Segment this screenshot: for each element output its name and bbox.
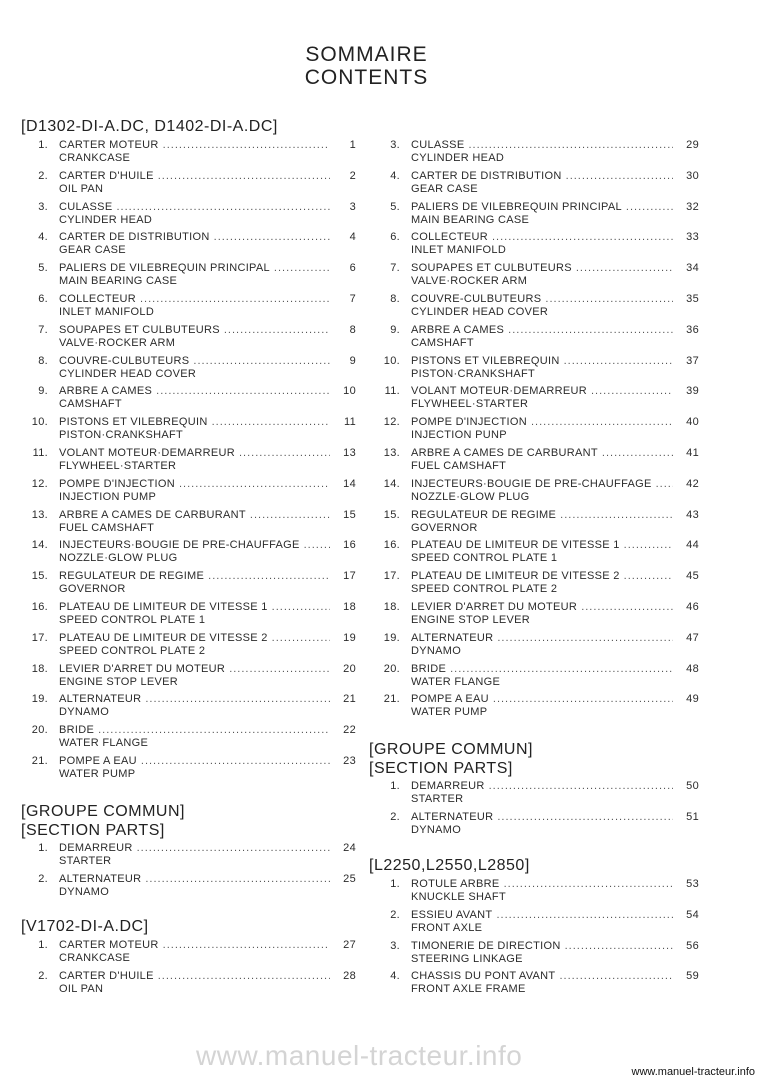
entry-page-number: 27 xyxy=(343,939,356,951)
entry-number: 13. xyxy=(383,447,400,459)
entry-title-fr-text: SOUPAPES ET CULBUTEURS xyxy=(411,262,572,274)
entry-number: 17. xyxy=(31,632,48,644)
section-title-section-parts-right: [SECTION PARTS] xyxy=(369,760,513,777)
entry-title-fr-text: DEMARREUR xyxy=(59,842,133,854)
entry-number: 14. xyxy=(31,539,48,551)
entry-page-number: 54 xyxy=(686,909,699,921)
entry-number: 20. xyxy=(31,724,48,736)
entry-title-fr-text: LEVIER D'ARRET DU MOTEUR xyxy=(411,601,578,613)
entry-title-fr-text: ARBRE A CAMES xyxy=(59,385,153,397)
entry-title-en: WATER FLANGE xyxy=(411,676,501,688)
toc-entry xyxy=(370,447,699,473)
entry-number: 7. xyxy=(390,262,400,274)
footer-url: www.manuel-tracteur.info xyxy=(631,1066,755,1078)
dot-leader xyxy=(497,811,673,823)
entry-page-number: 35 xyxy=(686,293,699,305)
entry-page-number: 25 xyxy=(343,873,356,885)
entry-title-fr-text: POMPE A EAU xyxy=(411,693,489,705)
entry-title-fr-text: DEMARREUR xyxy=(411,780,485,792)
toc-entry xyxy=(370,693,699,719)
entry-title-fr-text: ALTERNATEUR xyxy=(411,811,494,823)
toc-entry xyxy=(370,478,699,504)
entry-page-number: 7 xyxy=(349,293,356,305)
toc-entry xyxy=(370,970,699,996)
entry-page-number: 28 xyxy=(343,970,356,982)
dot-leader xyxy=(602,447,673,459)
toc-entry xyxy=(370,293,699,319)
entry-page-number: 9 xyxy=(349,355,356,367)
toc-entry xyxy=(370,170,699,196)
entry-page-number: 6 xyxy=(349,262,356,274)
dot-leader xyxy=(450,663,673,675)
entry-title-fr xyxy=(411,539,673,551)
entry-page-number: 41 xyxy=(686,447,699,459)
entry-number: 2. xyxy=(390,909,400,921)
entry-number: 17. xyxy=(383,570,400,582)
entry-page-number: 47 xyxy=(686,632,699,644)
entry-number: 3. xyxy=(38,201,48,213)
entry-title-fr-text: CARTER DE DISTRIBUTION xyxy=(411,170,562,182)
entry-title-fr xyxy=(411,693,673,705)
entry-page-number: 14 xyxy=(343,478,356,490)
dot-leader xyxy=(576,262,673,274)
entry-page-number: 17 xyxy=(343,570,356,582)
entry-number: 1. xyxy=(390,780,400,792)
entry-number: 15. xyxy=(31,570,48,582)
entry-number: 16. xyxy=(31,601,48,613)
entry-number: 5. xyxy=(38,262,48,274)
dot-leader xyxy=(656,478,673,490)
entry-title-en: ENGINE STOP LEVER xyxy=(59,676,179,688)
entry-title-fr xyxy=(411,385,673,397)
dot-leader xyxy=(496,909,673,921)
dot-leader xyxy=(624,570,673,582)
entry-number: 1. xyxy=(38,939,48,951)
toc-entry xyxy=(370,570,699,596)
entry-title-fr-text: ROTULE ARBRE xyxy=(411,878,500,890)
entry-title-fr-text: BRIDE xyxy=(59,724,95,736)
entry-page-number: 46 xyxy=(686,601,699,613)
entry-title-en: PISTON·CRANKSHAFT xyxy=(411,368,536,380)
section-title-d1302: [D1302-DI-A.DC, D1402-DI-A.DC] xyxy=(21,118,278,135)
dot-leader xyxy=(493,693,673,705)
entry-title-en: WATER PUMP xyxy=(59,768,136,780)
entry-title-en: FUEL CAMSHAFT xyxy=(411,460,507,472)
entry-number: 10. xyxy=(31,416,48,428)
entry-title-fr xyxy=(411,878,673,890)
dot-leader xyxy=(591,385,673,397)
dot-leader xyxy=(531,416,673,428)
entry-title-en: WATER FLANGE xyxy=(59,737,149,749)
entry-title-fr xyxy=(411,632,673,644)
toc-entry xyxy=(370,909,699,935)
entry-title-en: INJECTION PUMP xyxy=(59,491,157,503)
entry-title-fr-text: PLATEAU DE LIMITEUR DE VITESSE 2 xyxy=(59,632,268,644)
entry-number: 8. xyxy=(390,293,400,305)
watermark: www.manuel-tracteur.info xyxy=(196,1040,523,1071)
entry-title-fr-text: ESSIEU AVANT xyxy=(411,909,493,921)
entry-title-fr-text: PLATEAU DE LIMITEUR DE VITESSE 1 xyxy=(59,601,268,613)
entry-title-fr-text: BRIDE xyxy=(411,663,447,675)
entry-title-en: FLYWHEEL·STARTER xyxy=(411,398,529,410)
entry-number: 4. xyxy=(38,231,48,243)
entry-title-en: VALVE·ROCKER ARM xyxy=(411,275,528,287)
entry-title-en: DYNAMO xyxy=(59,706,110,718)
entry-title-fr-text: CARTER DE DISTRIBUTION xyxy=(59,231,210,243)
entry-title-fr-text: PALIERS DE VILEBREQUIN PRINCIPAL xyxy=(411,201,622,213)
entry-number: 20. xyxy=(383,663,400,675)
entry-title-fr-text: COLLECTEUR xyxy=(411,231,488,243)
entry-page-number: 1 xyxy=(349,139,356,151)
entry-title-fr xyxy=(411,447,673,459)
entry-title-en: CYLINDER HEAD xyxy=(59,214,153,226)
entry-title-en: DYNAMO xyxy=(59,886,110,898)
dot-leader xyxy=(564,355,673,367)
entry-title-en: OIL PAN xyxy=(59,983,104,995)
toc-entry xyxy=(370,663,699,689)
toc-entry xyxy=(370,262,699,288)
entry-title-en: CYLINDER HEAD COVER xyxy=(411,306,549,318)
title-fr: SOMMAIRE xyxy=(305,43,428,66)
toc-entry xyxy=(370,385,699,411)
entry-title-fr xyxy=(411,909,673,921)
toc-entry xyxy=(370,539,699,565)
entry-page-number: 13 xyxy=(343,447,356,459)
entry-title-fr xyxy=(411,139,673,151)
entry-title-fr-text: PALIERS DE VILEBREQUIN PRINCIPAL xyxy=(59,262,270,274)
entry-number: 19. xyxy=(31,693,48,705)
toc-entry xyxy=(370,811,699,837)
entry-page-number: 36 xyxy=(686,324,699,336)
entry-page-number: 53 xyxy=(686,878,699,890)
entry-title-en: CRANKCASE xyxy=(59,952,131,964)
entry-page-number: 11 xyxy=(343,416,356,428)
entry-number: 6. xyxy=(38,293,48,305)
dot-leader xyxy=(508,324,673,336)
entry-title-fr xyxy=(411,780,673,792)
entry-title-en: VALVE·ROCKER ARM xyxy=(59,337,176,349)
entry-title-en: CYLINDER HEAD xyxy=(411,152,505,164)
entry-title-fr-text: PLATEAU DE LIMITEUR DE VITESSE 1 xyxy=(411,539,620,551)
entry-title-fr-text: CULASSE xyxy=(411,139,465,151)
entry-page-number: 10 xyxy=(343,385,356,397)
entry-title-fr xyxy=(411,293,673,305)
entry-page-number: 37 xyxy=(686,355,699,367)
entry-title-fr-text: CHASSIS DU PONT AVANT xyxy=(411,970,556,982)
entry-title-fr-text: COUVRE-CULBUTEURS xyxy=(411,293,542,305)
dot-leader xyxy=(497,632,673,644)
section-title-v1702: [V1702-DI-A.DC] xyxy=(21,918,149,935)
entry-title-fr-text: CULASSE xyxy=(59,201,113,213)
entry-title-en: WATER PUMP xyxy=(411,706,488,718)
entry-page-number: 48 xyxy=(686,663,699,675)
entry-page-number: 24 xyxy=(343,842,356,854)
entry-number: 18. xyxy=(383,601,400,613)
entry-number: 8. xyxy=(38,355,48,367)
entry-title-en: INJECTION PUNP xyxy=(411,429,507,441)
entry-page-number: 34 xyxy=(686,262,699,274)
entry-page-number: 39 xyxy=(686,385,699,397)
entry-title-fr-text: ALTERNATEUR xyxy=(411,632,494,644)
entry-title-en: SPEED CONTROL PLATE 2 xyxy=(411,583,558,595)
entry-number: 11. xyxy=(32,447,48,459)
section-title-l2250: [L2250,L2550,L2850] xyxy=(369,857,530,874)
entry-title-en: NOZZLE·GLOW PLUG xyxy=(59,552,178,564)
entry-number: 21. xyxy=(383,693,400,705)
entry-page-number: 32 xyxy=(686,201,699,213)
entry-title-fr-text: ARBRE A CAMES DE CARBURANT xyxy=(59,509,246,521)
entry-title-en: STEERING LINKAGE xyxy=(411,953,523,965)
entry-page-number: 49 xyxy=(686,693,699,705)
entry-title-en: SPEED CONTROL PLATE 1 xyxy=(411,552,558,564)
entry-page-number: 21 xyxy=(343,693,356,705)
entry-page-number: 2 xyxy=(349,170,356,182)
entry-title-fr xyxy=(411,509,673,521)
entry-title-en: DYNAMO xyxy=(411,824,462,836)
entry-title-en: ENGINE STOP LEVER xyxy=(411,614,531,626)
entry-page-number: 4 xyxy=(349,231,356,243)
entry-title-fr-text: PISTONS ET VILEBREQUIN xyxy=(411,355,560,367)
entry-title-en: CRANKCASE xyxy=(59,152,131,164)
entry-number: 11. xyxy=(384,385,400,397)
entry-title-en: INLET MANIFOLD xyxy=(59,306,155,318)
entry-title-fr-text: POMPE D'INJECTION xyxy=(59,478,175,490)
section-title-groupe-commun-right: [GROUPE COMMUN] xyxy=(369,741,533,758)
entry-title-en: MAIN BEARING CASE xyxy=(59,275,178,287)
toc-entry xyxy=(370,416,699,442)
entry-page-number: 59 xyxy=(686,970,699,982)
entry-title-fr-text: POMPE D'INJECTION xyxy=(411,416,527,428)
entry-title-en: CYLINDER HEAD COVER xyxy=(59,368,197,380)
entry-title-en: GEAR CASE xyxy=(411,183,478,195)
entry-page-number: 23 xyxy=(343,755,356,767)
entry-number: 16. xyxy=(383,539,400,551)
entry-title-en: GEAR CASE xyxy=(59,244,126,256)
entry-number: 9. xyxy=(390,324,400,336)
entry-title-fr xyxy=(411,355,673,367)
dot-leader xyxy=(560,509,673,521)
toc-entry xyxy=(370,632,699,658)
entry-page-number: 45 xyxy=(686,570,699,582)
entry-number: 2. xyxy=(38,873,48,885)
entry-title-en: SPEED CONTROL PLATE 1 xyxy=(59,614,206,626)
entry-number: 15. xyxy=(383,509,400,521)
entry-title-fr xyxy=(411,416,673,428)
entry-title-fr-text: ARBRE A CAMES xyxy=(411,324,505,336)
entry-title-en: FRONT AXLE xyxy=(411,922,483,934)
entry-number: 1. xyxy=(390,878,400,890)
entry-title-fr-text: ALTERNATEUR xyxy=(59,873,142,885)
entry-page-number: 20 xyxy=(343,663,356,675)
entry-title-fr xyxy=(411,324,673,336)
entry-title-fr-text: LEVIER D'ARRET DU MOTEUR xyxy=(59,663,226,675)
entry-title-en: MAIN BEARING CASE xyxy=(411,214,530,226)
entry-number: 13. xyxy=(31,509,48,521)
entry-title-fr xyxy=(411,811,673,823)
entry-title-fr-text: INJECTEURS·BOUGIE DE PRE-CHAUFFAGE xyxy=(411,478,652,490)
entry-title-fr xyxy=(411,170,673,182)
entry-title-en: OIL PAN xyxy=(59,183,104,195)
dot-leader xyxy=(468,139,673,151)
entry-title-fr-text: CARTER MOTEUR xyxy=(59,939,159,951)
entry-title-fr xyxy=(411,970,673,982)
dot-leader xyxy=(566,170,673,182)
toc-entry xyxy=(370,201,699,227)
dot-leader xyxy=(504,878,673,890)
entry-title-fr-text: ALTERNATEUR xyxy=(59,693,142,705)
entry-title-en: CAMSHAFT xyxy=(59,398,122,410)
entry-number: 9. xyxy=(38,385,48,397)
toc-entry xyxy=(370,509,699,535)
toc-entry xyxy=(370,940,699,966)
entry-title-en: CAMSHAFT xyxy=(411,337,474,349)
entry-title-en: DYNAMO xyxy=(411,645,462,657)
entry-page-number: 15 xyxy=(343,509,356,521)
entry-number: 2. xyxy=(38,170,48,182)
entry-title-en: KNUCKLE SHAFT xyxy=(411,891,506,903)
entry-number: 7. xyxy=(38,324,48,336)
entry-title-fr xyxy=(411,231,673,243)
entry-title-fr xyxy=(411,601,673,613)
dot-leader xyxy=(626,201,673,213)
entry-number: 3. xyxy=(390,940,400,952)
entry-title-fr xyxy=(411,262,673,274)
entry-number: 19. xyxy=(383,632,400,644)
entry-title-fr xyxy=(411,570,673,582)
entry-number: 21. xyxy=(31,755,48,767)
entry-title-fr xyxy=(411,478,673,490)
entry-number: 1. xyxy=(38,139,48,151)
entry-page-number: 29 xyxy=(686,139,699,151)
entry-page-number: 22 xyxy=(343,724,356,736)
entry-page-number: 18 xyxy=(343,601,356,613)
entry-number: 1. xyxy=(38,842,48,854)
entry-number: 14. xyxy=(383,478,400,490)
entry-title-fr-text: VOLANT MOTEUR·DEMARREUR xyxy=(411,385,587,397)
toc-entry xyxy=(370,231,699,257)
entry-page-number: 33 xyxy=(686,231,699,243)
entry-number: 5. xyxy=(390,201,400,213)
dot-leader xyxy=(492,231,673,243)
entry-page-number: 43 xyxy=(686,509,699,521)
dot-leader xyxy=(565,940,673,952)
entry-page-number: 19 xyxy=(343,632,356,644)
entry-title-en: GOVERNOR xyxy=(411,522,478,534)
section-title-groupe-commun: [GROUPE COMMUN] xyxy=(21,803,185,820)
entry-title-fr-text: VOLANT MOTEUR·DEMARREUR xyxy=(59,447,235,459)
entry-number: 2. xyxy=(38,970,48,982)
entry-number: 2. xyxy=(390,811,400,823)
toc-entry xyxy=(370,139,699,165)
entry-page-number: 50 xyxy=(686,780,699,792)
entry-title-fr-text: REGULATEUR DE REGIME xyxy=(59,570,205,582)
entry-number: 3. xyxy=(390,139,400,151)
entry-page-number: 42 xyxy=(686,478,699,490)
toc-entry xyxy=(370,355,699,381)
dot-leader xyxy=(581,601,673,613)
entry-page-number: 51 xyxy=(686,811,699,823)
entry-title-fr xyxy=(411,940,673,952)
entry-title-en: FUEL CAMSHAFT xyxy=(59,522,155,534)
title-en: CONTENTS xyxy=(304,66,429,89)
entry-title-en: PISTON·CRANKSHAFT xyxy=(59,429,184,441)
entry-number: 6. xyxy=(390,231,400,243)
entry-number: 12. xyxy=(31,478,48,490)
toc-entry xyxy=(370,601,699,627)
entry-number: 10. xyxy=(383,355,400,367)
entry-title-en: FRONT AXLE FRAME xyxy=(411,983,526,995)
entry-title-en: GOVERNOR xyxy=(59,583,126,595)
entry-title-en: FLYWHEEL·STARTER xyxy=(59,460,177,472)
entry-title-en: INLET MANIFOLD xyxy=(411,244,507,256)
toc-entry xyxy=(370,324,699,350)
entry-page-number: 56 xyxy=(686,940,699,952)
entry-title-en: SPEED CONTROL PLATE 2 xyxy=(59,645,206,657)
entry-title-fr xyxy=(411,201,673,213)
entry-title-fr-text: PLATEAU DE LIMITEUR DE VITESSE 2 xyxy=(411,570,620,582)
dot-leader xyxy=(545,293,673,305)
entry-number: 4. xyxy=(390,170,400,182)
entry-title-fr-text: CARTER D'HUILE xyxy=(59,170,154,182)
section-title-section-parts: [SECTION PARTS] xyxy=(21,822,165,839)
dot-leader xyxy=(559,970,673,982)
entry-title-fr-text: ARBRE A CAMES DE CARBURANT xyxy=(411,447,598,459)
entry-title-en: STARTER xyxy=(411,793,464,805)
entry-title-fr-text: TIMONERIE DE DIRECTION xyxy=(411,940,561,952)
entry-title-fr-text: SOUPAPES ET CULBUTEURS xyxy=(59,324,220,336)
entry-title-fr-text: CARTER D'HUILE xyxy=(59,970,154,982)
entry-page-number: 16 xyxy=(343,539,356,551)
entry-title-fr-text: COLLECTEUR xyxy=(59,293,136,305)
entry-title-en: STARTER xyxy=(59,855,112,867)
entry-title-fr-text: REGULATEUR DE REGIME xyxy=(411,509,557,521)
entry-title-fr-text: POMPE A EAU xyxy=(59,755,137,767)
dot-leader xyxy=(624,539,673,551)
entry-title-fr-text: CARTER MOTEUR xyxy=(59,139,159,151)
entry-page-number: 40 xyxy=(686,416,699,428)
entry-title-fr-text: COUVRE-CULBUTEURS xyxy=(59,355,190,367)
entry-page-number: 3 xyxy=(349,201,356,213)
dot-leader xyxy=(489,780,673,792)
entry-title-fr xyxy=(411,663,673,675)
entry-page-number: 44 xyxy=(686,539,699,551)
entry-title-fr-text: INJECTEURS·BOUGIE DE PRE-CHAUFFAGE xyxy=(59,539,300,551)
entry-number: 18. xyxy=(31,663,48,675)
entry-title-en: NOZZLE·GLOW PLUG xyxy=(411,491,530,503)
entry-title-fr-text: PISTONS ET VILEBREQUIN xyxy=(59,416,208,428)
entry-page-number: 30 xyxy=(686,170,699,182)
entry-page-number: 8 xyxy=(349,324,356,336)
toc-entry xyxy=(370,878,699,904)
entry-number: 12. xyxy=(383,416,400,428)
toc-entry xyxy=(370,780,699,806)
entry-number: 4. xyxy=(390,970,400,982)
